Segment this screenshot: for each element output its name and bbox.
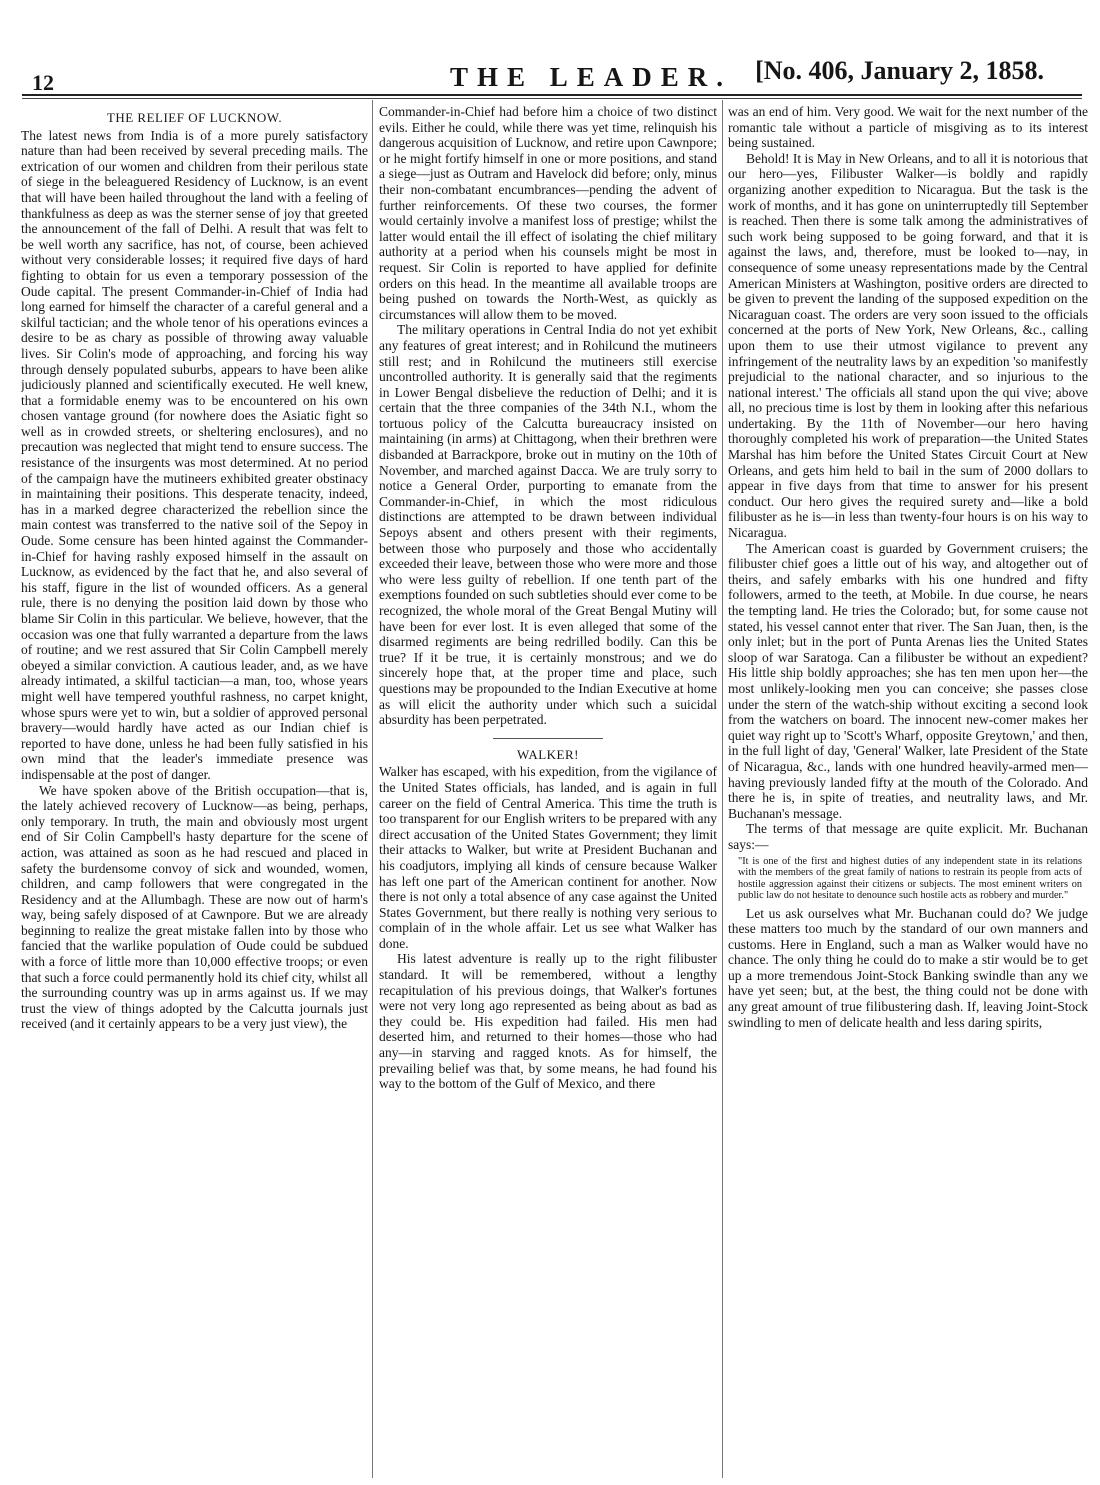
- paragraph: Behold! It is May in New Orleans, and to all it is notorious that our hero—yes, Filibuster Walker—is boldly and rapidly organizing another expedition to Nicaragua. But the task is the work of months, and it has gone on uninterruptedly till September is reached. Then there is some talk among the administratives of such work being supposed to be going forward, and that it is against the laws, and, therefore, must be looked to—nay, in consequence of some uneasy representations made by the Central American Ministers at Washington, positive orders are directed to be given to prevent the landing of the supposed expedition on the Nicaraguan coast. The orders are very soon issued to the officials concerned at the ports of New York, New Orleans, &c., calling upon them to use their utmost vigilance to prevent any infringement of the neutrality laws by an expedition 'so manifestly prejudicial to the national character, and so injurious to the national interest.' The officials all stand upon the qui vive; above all, no precious time is lost by them in looking after this nefarious undertaking. By the 11th of November—our hero having thoroughly completed his work of preparation—the United States Marshal has him before the United States Circuit Court at New Orleans, and gets him held to bail in the sum of 2000 dollars to appear in five days from that time to answer for his present conduct. Our hero gives the required surety and—like a bold filibuster as he is—in less than twenty-four hours is on his way to Nicaragua.: [728, 150, 1088, 541]
- paragraph: Walker has escaped, with his expedition, from the vigilance of the United States officials, has landed, and is again in full career on the field of Central America. This time the truth is too transparent for our English writers to be prepared with any direct accusation of the United States Government; they limit their attacks to Walker, but write at President Buchanan and his coadjutors, implying all kinds of censure because Walker has left one part of the American continent for another. Now there is not only a total absence of any case against the United States Government, but there really is nothing very serious to complain of in the whole affair. Let us see what Walker has done.: [379, 764, 717, 951]
- paragraph: The American coast is guarded by Government cruisers; the filibuster chief goes a little out of his way, and altogether out of theirs, and safely embarks with his one hundred and fifty followers, armed to the teeth, at Mobile. In due course, he nears the tempting land. He tries the Colorado; but, for some cause not stated, his vessel cannot enter that river. The San Juan, then, is the only inlet; but in the port of Punta Arenas lies the United States sloop of war Saratoga. Can a filibuster be without an expedient? His little ship boldly approaches; she has ten men upon her—the most unlikely-looking men you can conceive; she passes close under the stern of the watch-ship without exciting a second look from the watchers on board. The innocent new-comer makes her quiet way right up to 'Scott's Wharf, opposite Greytown,' and then, in the full light of day, 'General' Walker, late President of the State of Nicaragua, &c., lands with one hundred heavily-armed men—having previously landed fifty at the mouth of the Colorado. And there he is, in spite of treaties, and neutrality laws, and Mr. Buchanan's message.: [728, 540, 1088, 821]
- paragraph: The military operations in Central India do not yet exhibit any features of great interest; and in Rohilcund the mutineers still rest; and in Rohilcund the mutineers still exercise uncontrolled authority. It is generally said that the regiments in Lower Bengal disbelieve the reduction of Delhi; and it is certain that the three companies of the 34th N.I., whom the tortuous policy of the Calcutta bureaucracy insisted on maintaining (in arms) at Chittagong, when their brethren were disbanded at Barrackpore, broke out in mutiny on the 10th of November, and marched against Dacca. We are truly sorry to notice a General Order, purporting to emanate from the Commander-in-Chief, in which the most ridiculous distinctions are attempted to be drawn between individual Sepoys absent and others present with their regiments, between those who purposely and those who accidentally exceeded their leave, between those who were more and those who were less guilty of rebellion. If one tenth part of the exemptions founded on such subtleties should ever come to be recognized, the whole moral of the Great Bengal Mutiny will have been for ever lost. It is even alleged that some of the disarmed regiments are being redrilled bodily. Can this be true? If it be true, it is certainly monstrous; and we do sincerely hope that, at the proper time and place, such questions may be propounded to the Indian Executive at home as will elicit the authority under which such a suicidal absurdity has been perpetrated.: [379, 322, 717, 728]
- newspaper-title: THE LEADER.: [450, 62, 733, 92]
- paragraph: His latest adventure is really up to the right filibuster standard. It will be remembered, without a lengthy recapitulation of his previous doings, that Walker's fortunes were not very long ago represented as being about as bad as they could be. His expedition had failed. His men had deserted him, and returned to their homes—those who had any—in starving and ragged knots. As for himself, the prevailing belief was that, by some means, he had found his way to the bottom of the Gulf of Mexico, and there: [379, 951, 717, 1092]
- column-divider: [372, 100, 373, 1478]
- header-rule: [22, 98, 1082, 99]
- paragraph: Commander-in-Chief had before him a choice of two distinct evils. Either he could, while there was yet time, relinquish his dangerous acquisition of Lucknow, and retire upon Cawnpore; or he might fortify himself in one or more positions, and stand a siege—just as Outram and Havelock did before; only, minus their non-combatant encumbrances—pending the advent of further reinforcements. Of these two courses, the former would certainly involve a manifest loss of prestige; whilst the latter would entail the ill effect of isolating the chief military authority at a period when his counsels might be most in request. Sir Colin is reported to have applied for definite orders on this head. In the meantime all available troops are being pushed on towards the North-West, as quickly as circumstances will allow them to be moved.: [379, 104, 717, 322]
- masthead: [22, 56, 1082, 96]
- block-quote: "It is one of the first and highest duties of any independent state in its relations with the members of the great family of nations to restrain its people from acts of hostile aggression against their citizens or subjects. The most eminent writers on public law do not hesitate to denounce such hostile acts as robbery and murder.": [738, 855, 1082, 901]
- issue-info: [No. 406, January 2, 1858.: [755, 56, 1044, 85]
- paragraph: was an end of him. Very good. We wait for the next number of the romantic tale without a particle of misgiving as to its interest being sustained.: [728, 104, 1088, 151]
- column-divider: [722, 100, 723, 1478]
- column-3: [728, 104, 1088, 1484]
- column-1: [21, 104, 368, 1484]
- column-2: [379, 104, 717, 1484]
- paragraph: The terms of that message are quite explicit. Mr. Buchanan says:—: [728, 821, 1088, 852]
- section-separator: [493, 738, 603, 739]
- paragraph: We have spoken above of the British occupation—that is, the lately achieved recovery of Lucknow—as being, perhaps, only temporary. In truth, the main and obviously most urgent end of Sir Colin Campbell's hasty departure for the scene of action, was attained as soon as he had rescued and placed in safety the burdensome convoy of sick and wounded, women, children, and camp followers that were congregated in the Residency and at the Allumbagh. These are now out of harm's way, being safely disposed of at Cawnpore. But we are already beginning to realize the great mistake fallen into by those who fancied that the warlike population of Oude could be subdued with a force of little more than 10,000 effective troops; or even that such a force could permanently hold its chief city, whilst all the surrounding country was up in arms against us. If we may trust the view of things adopted by the Calcutta journals just received (and it certainly appears to be a very just view), the: [21, 782, 368, 1032]
- page-number: 12: [32, 70, 54, 95]
- article-heading-walker: WALKER!: [517, 746, 579, 762]
- paragraph: Let us ask ourselves what Mr. Buchanan could do? We judge these matters too much by the standard of our own manners and customs. Here in England, such a man as Walker would have no chance. The only thing he could do to make a stir would be to get up a more tremendous Joint-Stock Banking swindle than any we have yet seen; but, at the best, the thing could not be done with any great amount of true filibustering dash. If, leaving Joint-Stock swindling to men of delicate health and less daring spirits,: [728, 905, 1088, 1030]
- paragraph: The latest news from India is of a more purely satisfactory nature than had been received by several preceding mails. The extrication of our women and children from their perilous state of siege in the beleaguered Residency of Lucknow, is an event that will have been hailed throughout the land with a feeling of thankfulness as deep as was the sterner sense of joy that greeted the announcement of the fall of Delhi. A result that was felt to be well worth any sacrifice, has not, of course, been achieved without very considerable losses; it required five days of hard fighting to obtain for us even a temporary possession of the Oude capital. The present Commander-in-Chief of India had long earned for himself the character of a careful general and a skilful tactician; and the whole tenor of his operations evinces a desire to be as chary as possible of throwing away valuable lives. Sir Colin's mode of approaching, and forcing his way through densely populated suburbs, appears to have been alike judiciously planned and scientifically executed. He well knew, that a formidable enemy was to be encountered on his own chosen vantage ground (for nowhere does the Asiatic fight so well as in crowded streets, or sheltering enclosures), and no precaution was neglected that might tend to ensure success. The resistance of the insurgents was most determined. At no period of the campaign have the mutineers exhibited greater obstinacy in maintaining their positions. This desperate tenacity, indeed, has in a marked degree characterized the rebellion since the main contest was transferred to the native soil of the Sepoy in Oude. Some censure has been hinted against the Commander-in-Chief for having rashly exposed himself in the assault on Lucknow, as evidenced by the fact that he, and also several of his staff, figure in the list of wounded officers. As a general rule, there is no denying the position laid down by those who blame Sir Colin in this particular. We believe, however, that the occasion was one that fully warranted a departure from the laws of routine; and we rest assured that Sir Colin Campbell merely obeyed a similar conviction. A cautious leader, and, as we have already intimated, a skilful tactician—a man, too, whose years might well have tempered youthful rashness, no carpet knight, whose spurs were yet to win, but a soldier of approved personal bravery—would hardly have acted as our Indian chief is reported to have done, unless he had been fully satisfied in his own mind that the leader's immediate presence was indispensable at the post of danger.: [21, 127, 368, 782]
- article-heading-lucknow: THE RELIEF OF LUCKNOW.: [106, 110, 283, 125]
